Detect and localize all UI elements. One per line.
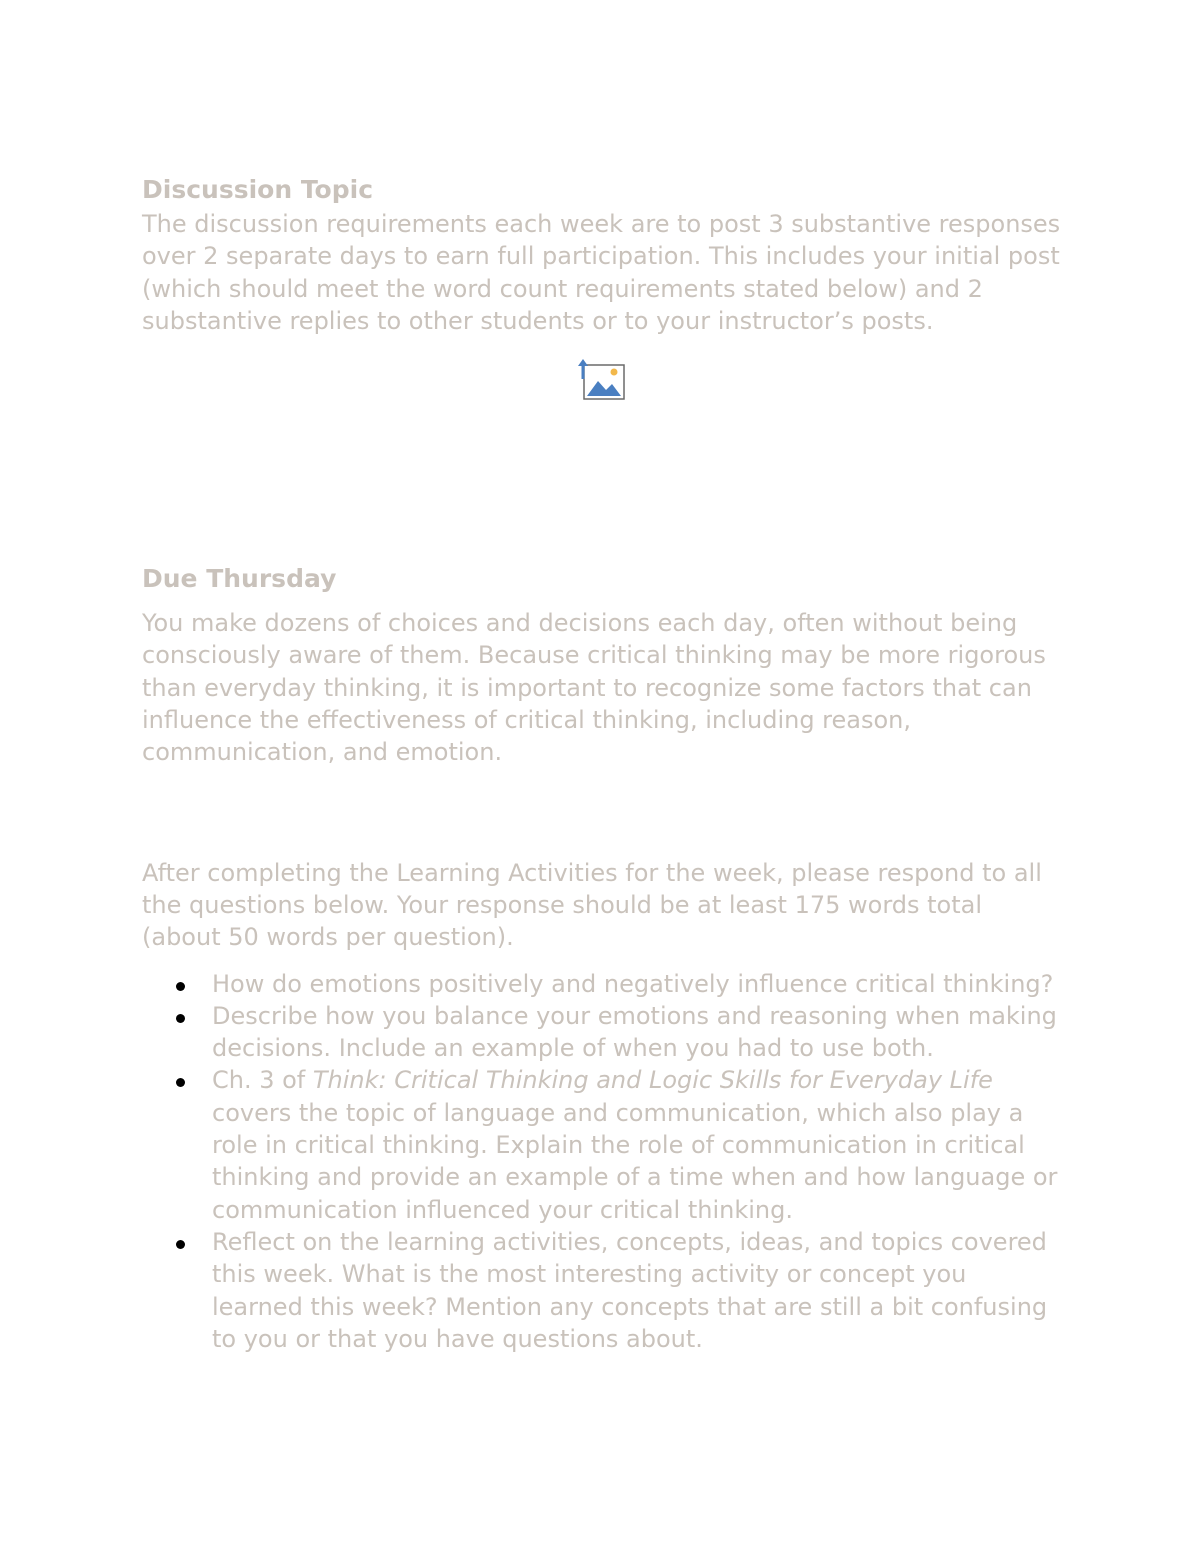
broken-image-icon [576, 357, 628, 405]
question-3-prefix: Ch. 3 of [212, 1066, 313, 1095]
questions-list [142, 968, 1062, 1356]
bullet-icon [176, 1240, 185, 1249]
discussion-topic-heading: Discussion Topic [142, 175, 374, 204]
due-paragraph: You make dozens of choices and decisions each day, often without being consciously aware of them. Because critical thinking may be more rigorous than everyday thinking, it is important to recognize some factors that can influence the effectiveness of critical thinking, including reason, communication, and emotion. [142, 609, 1046, 767]
question-3-suffix: covers the topic of language and communication, which also play a role in critical thinking. Explain the role of communication in critical thinking and provide an example of a time when and how language or communication influenced your critical thinking. [212, 1098, 1058, 1224]
instructions-paragraph: After completing the Learning Activities for the week, please respond to all the questions below. Your response should be at least 175 words total (about 50 words per question). [142, 858, 1042, 952]
question-2: Describe how you balance your emotions and reasoning when making decisions. Include an example of when you had to use both. [212, 1001, 1057, 1063]
list-item [142, 1000, 1062, 1065]
question-4: Reflect on the learning activities, concepts, ideas, and topics covered this week. What is the most interesting activity or concept you learned this week? Mention any concepts that are still a bit confusing to you or that you have questions about. [212, 1227, 1048, 1353]
list-item [142, 1064, 1062, 1225]
list-item [142, 968, 1062, 1000]
list-item [142, 1226, 1062, 1355]
question-1: How do emotions positively and negatively influence critical thinking? [212, 969, 1054, 998]
due-thursday-heading: Due Thursday [142, 564, 337, 594]
bullet-icon [176, 1078, 185, 1087]
book-title: Think: Critical Thinking and Logic Skills for Everyday Life [312, 1066, 993, 1095]
image-placeholder [142, 337, 1062, 477]
discussion-intro-paragraph: The discussion requirements each week are to post 3 substantive responses over 2 separate days to earn full participation. This includes your initial post (which should meet the word count requirements stated below) and 2 substantive replies to other students or to your instructor’s posts. [142, 210, 1061, 335]
bullet-icon [176, 1014, 185, 1023]
document-page [142, 172, 1062, 1355]
bullet-icon [176, 982, 185, 991]
